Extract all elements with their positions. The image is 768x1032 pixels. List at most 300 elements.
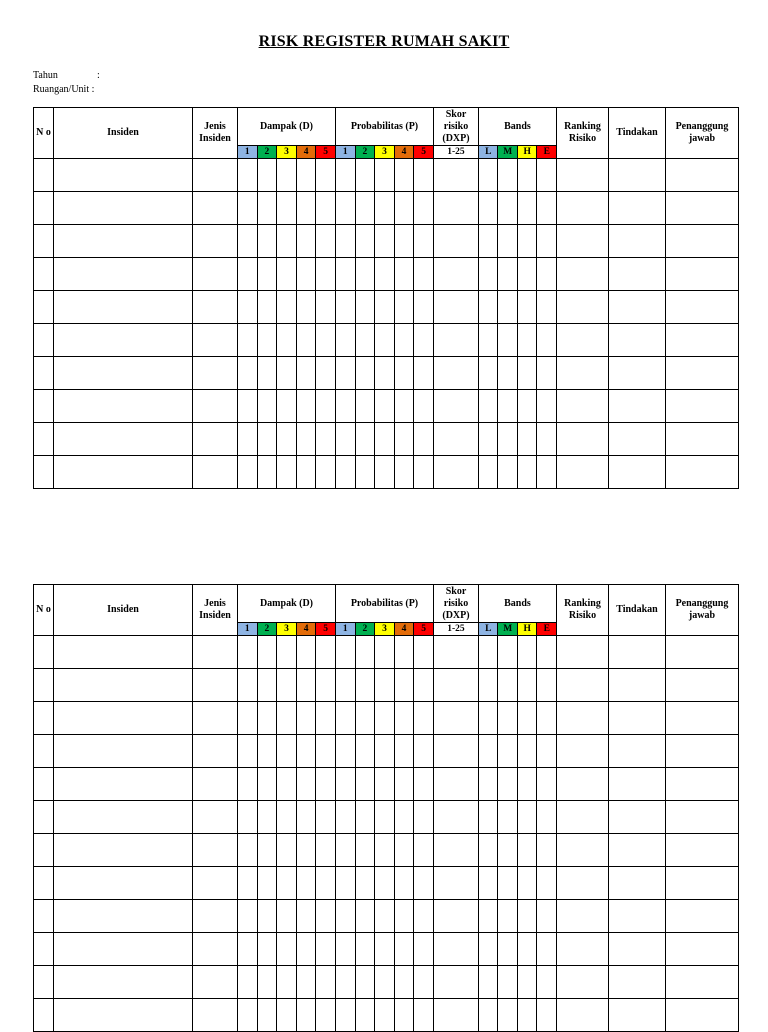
table-cell[interactable] — [355, 357, 375, 390]
table-cell[interactable] — [296, 933, 316, 966]
table-cell[interactable] — [316, 159, 336, 192]
table-cell[interactable] — [54, 900, 193, 933]
table-cell[interactable] — [556, 192, 608, 225]
table-cell[interactable] — [54, 423, 193, 456]
table-cell[interactable] — [433, 636, 478, 669]
table-cell[interactable] — [517, 636, 537, 669]
table-cell[interactable] — [54, 636, 193, 669]
table-cell[interactable] — [537, 258, 557, 291]
table-cell[interactable] — [608, 735, 665, 768]
table-cell[interactable] — [238, 702, 258, 735]
table-cell[interactable] — [277, 735, 297, 768]
table-cell[interactable] — [414, 702, 434, 735]
table-cell[interactable] — [257, 324, 277, 357]
table-cell[interactable] — [335, 735, 355, 768]
table-cell[interactable] — [498, 225, 518, 258]
table-cell[interactable] — [608, 669, 665, 702]
table-cell[interactable] — [394, 999, 414, 1032]
table-cell[interactable] — [34, 999, 54, 1032]
table-cell[interactable] — [537, 834, 557, 867]
table-cell[interactable] — [478, 456, 498, 489]
table-cell[interactable] — [355, 423, 375, 456]
table-cell[interactable] — [257, 966, 277, 999]
table-cell[interactable] — [608, 258, 665, 291]
table-cell[interactable] — [355, 258, 375, 291]
table-cell[interactable] — [193, 636, 238, 669]
table-cell[interactable] — [193, 456, 238, 489]
table-cell[interactable] — [257, 669, 277, 702]
table-cell[interactable] — [335, 324, 355, 357]
table-cell[interactable] — [478, 900, 498, 933]
table-cell[interactable] — [257, 933, 277, 966]
table-cell[interactable] — [394, 867, 414, 900]
table-cell[interactable] — [238, 291, 258, 324]
table-cell[interactable] — [355, 702, 375, 735]
table-cell[interactable] — [238, 636, 258, 669]
table-cell[interactable] — [316, 768, 336, 801]
table-cell[interactable] — [556, 702, 608, 735]
table-cell[interactable] — [335, 900, 355, 933]
table-cell[interactable] — [537, 702, 557, 735]
table-cell[interactable] — [498, 933, 518, 966]
table-cell[interactable] — [316, 324, 336, 357]
table-cell[interactable] — [355, 636, 375, 669]
table-cell[interactable] — [54, 159, 193, 192]
table-cell[interactable] — [517, 702, 537, 735]
table-cell[interactable] — [355, 456, 375, 489]
table-cell[interactable] — [335, 423, 355, 456]
table-cell[interactable] — [34, 636, 54, 669]
table-cell[interactable] — [517, 999, 537, 1032]
table-cell[interactable] — [608, 159, 665, 192]
table-cell[interactable] — [394, 966, 414, 999]
table-cell[interactable] — [54, 735, 193, 768]
table-cell[interactable] — [335, 834, 355, 867]
table-cell[interactable] — [414, 258, 434, 291]
table-cell[interactable] — [257, 456, 277, 489]
table-cell[interactable] — [517, 159, 537, 192]
table-cell[interactable] — [296, 801, 316, 834]
table-cell[interactable] — [394, 423, 414, 456]
table-cell[interactable] — [517, 768, 537, 801]
table-cell[interactable] — [238, 258, 258, 291]
table-cell[interactable] — [478, 735, 498, 768]
table-cell[interactable] — [277, 192, 297, 225]
table-cell[interactable] — [375, 801, 395, 834]
table-cell[interactable] — [517, 801, 537, 834]
table-cell[interactable] — [394, 768, 414, 801]
table-cell[interactable] — [498, 357, 518, 390]
table-cell[interactable] — [335, 291, 355, 324]
table-cell[interactable] — [193, 999, 238, 1032]
table-cell[interactable] — [277, 669, 297, 702]
table-cell[interactable] — [335, 390, 355, 423]
table-cell[interactable] — [34, 768, 54, 801]
table-cell[interactable] — [556, 390, 608, 423]
table-cell[interactable] — [54, 867, 193, 900]
table-cell[interactable] — [54, 456, 193, 489]
table-cell[interactable] — [665, 291, 738, 324]
table-cell[interactable] — [277, 702, 297, 735]
table-cell[interactable] — [296, 900, 316, 933]
table-cell[interactable] — [498, 999, 518, 1032]
table-cell[interactable] — [414, 669, 434, 702]
table-cell[interactable] — [34, 702, 54, 735]
table-cell[interactable] — [257, 357, 277, 390]
table-cell[interactable] — [355, 900, 375, 933]
table-cell[interactable] — [355, 225, 375, 258]
table-cell[interactable] — [556, 291, 608, 324]
table-cell[interactable] — [277, 357, 297, 390]
table-cell[interactable] — [414, 867, 434, 900]
table-cell[interactable] — [433, 357, 478, 390]
table-cell[interactable] — [375, 867, 395, 900]
table-cell[interactable] — [414, 357, 434, 390]
table-cell[interactable] — [257, 999, 277, 1032]
table-cell[interactable] — [375, 390, 395, 423]
table-cell[interactable] — [277, 423, 297, 456]
table-cell[interactable] — [537, 636, 557, 669]
table-cell[interactable] — [517, 258, 537, 291]
table-cell[interactable] — [193, 159, 238, 192]
table-cell[interactable] — [498, 159, 518, 192]
table-cell[interactable] — [375, 834, 395, 867]
table-cell[interactable] — [277, 291, 297, 324]
table-cell[interactable] — [556, 801, 608, 834]
table-cell[interactable] — [296, 258, 316, 291]
table-cell[interactable] — [537, 159, 557, 192]
table-cell[interactable] — [238, 834, 258, 867]
table-cell[interactable] — [54, 258, 193, 291]
table-cell[interactable] — [665, 225, 738, 258]
table-cell[interactable] — [537, 357, 557, 390]
table-cell[interactable] — [478, 192, 498, 225]
table-cell[interactable] — [414, 225, 434, 258]
table-cell[interactable] — [335, 456, 355, 489]
table-cell[interactable] — [608, 999, 665, 1032]
table-cell[interactable] — [556, 966, 608, 999]
table-cell[interactable] — [193, 258, 238, 291]
table-cell[interactable] — [257, 900, 277, 933]
table-cell[interactable] — [478, 291, 498, 324]
table-cell[interactable] — [238, 669, 258, 702]
table-cell[interactable] — [414, 390, 434, 423]
table-cell[interactable] — [537, 192, 557, 225]
table-cell[interactable] — [414, 999, 434, 1032]
table-cell[interactable] — [433, 225, 478, 258]
table-cell[interactable] — [608, 636, 665, 669]
table-cell[interactable] — [556, 456, 608, 489]
table-cell[interactable] — [665, 390, 738, 423]
table-cell[interactable] — [498, 801, 518, 834]
table-cell[interactable] — [517, 324, 537, 357]
table-cell[interactable] — [433, 192, 478, 225]
table-cell[interactable] — [193, 390, 238, 423]
table-cell[interactable] — [277, 636, 297, 669]
table-cell[interactable] — [335, 669, 355, 702]
table-cell[interactable] — [257, 636, 277, 669]
table-cell[interactable] — [537, 735, 557, 768]
table-cell[interactable] — [238, 933, 258, 966]
table-cell[interactable] — [277, 966, 297, 999]
table-cell[interactable] — [335, 702, 355, 735]
table-cell[interactable] — [296, 324, 316, 357]
table-cell[interactable] — [238, 324, 258, 357]
table-cell[interactable] — [556, 357, 608, 390]
table-cell[interactable] — [433, 801, 478, 834]
table-cell[interactable] — [608, 423, 665, 456]
table-cell[interactable] — [478, 324, 498, 357]
table-cell[interactable] — [665, 834, 738, 867]
table-cell[interactable] — [517, 456, 537, 489]
table-cell[interactable] — [34, 225, 54, 258]
table-cell[interactable] — [335, 192, 355, 225]
table-cell[interactable] — [355, 159, 375, 192]
table-cell[interactable] — [414, 933, 434, 966]
table-cell[interactable] — [478, 357, 498, 390]
table-cell[interactable] — [238, 999, 258, 1032]
table-cell[interactable] — [414, 423, 434, 456]
table-cell[interactable] — [517, 669, 537, 702]
table-cell[interactable] — [433, 324, 478, 357]
table-cell[interactable] — [316, 900, 336, 933]
table-cell[interactable] — [375, 768, 395, 801]
table-cell[interactable] — [556, 669, 608, 702]
table-cell[interactable] — [433, 768, 478, 801]
table-cell[interactable] — [414, 324, 434, 357]
table-cell[interactable] — [277, 390, 297, 423]
table-cell[interactable] — [316, 735, 336, 768]
table-cell[interactable] — [355, 834, 375, 867]
table-cell[interactable] — [375, 702, 395, 735]
table-cell[interactable] — [478, 933, 498, 966]
table-cell[interactable] — [34, 933, 54, 966]
table-cell[interactable] — [478, 390, 498, 423]
table-cell[interactable] — [414, 966, 434, 999]
table-cell[interactable] — [394, 669, 414, 702]
table-cell[interactable] — [335, 357, 355, 390]
table-cell[interactable] — [316, 456, 336, 489]
table-cell[interactable] — [193, 801, 238, 834]
table-cell[interactable] — [556, 867, 608, 900]
table-cell[interactable] — [433, 423, 478, 456]
table-cell[interactable] — [665, 159, 738, 192]
table-cell[interactable] — [433, 456, 478, 489]
table-cell[interactable] — [478, 159, 498, 192]
table-cell[interactable] — [498, 291, 518, 324]
table-cell[interactable] — [478, 966, 498, 999]
table-cell[interactable] — [335, 768, 355, 801]
table-cell[interactable] — [665, 423, 738, 456]
table-cell[interactable] — [34, 669, 54, 702]
table-cell[interactable] — [394, 702, 414, 735]
table-cell[interactable] — [375, 966, 395, 999]
table-cell[interactable] — [375, 225, 395, 258]
table-cell[interactable] — [277, 768, 297, 801]
table-cell[interactable] — [608, 324, 665, 357]
table-cell[interactable] — [665, 324, 738, 357]
table-cell[interactable] — [498, 834, 518, 867]
table-cell[interactable] — [556, 636, 608, 669]
table-cell[interactable] — [498, 324, 518, 357]
table-cell[interactable] — [608, 768, 665, 801]
table-cell[interactable] — [517, 423, 537, 456]
table-cell[interactable] — [414, 900, 434, 933]
table-cell[interactable] — [277, 867, 297, 900]
table-cell[interactable] — [665, 999, 738, 1032]
table-cell[interactable] — [238, 966, 258, 999]
table-cell[interactable] — [54, 357, 193, 390]
table-cell[interactable] — [665, 900, 738, 933]
table-cell[interactable] — [556, 735, 608, 768]
table-cell[interactable] — [296, 192, 316, 225]
table-cell[interactable] — [665, 456, 738, 489]
table-cell[interactable] — [498, 636, 518, 669]
table-cell[interactable] — [238, 768, 258, 801]
table-cell[interactable] — [335, 867, 355, 900]
table-cell[interactable] — [665, 357, 738, 390]
table-cell[interactable] — [335, 258, 355, 291]
table-cell[interactable] — [556, 423, 608, 456]
table-cell[interactable] — [316, 669, 336, 702]
table-cell[interactable] — [34, 900, 54, 933]
table-cell[interactable] — [355, 801, 375, 834]
table-cell[interactable] — [608, 834, 665, 867]
table-cell[interactable] — [665, 867, 738, 900]
table-cell[interactable] — [394, 390, 414, 423]
table-cell[interactable] — [608, 867, 665, 900]
table-cell[interactable] — [316, 390, 336, 423]
table-cell[interactable] — [375, 423, 395, 456]
table-cell[interactable] — [498, 900, 518, 933]
table-cell[interactable] — [296, 966, 316, 999]
table-cell[interactable] — [54, 966, 193, 999]
table-cell[interactable] — [54, 291, 193, 324]
table-cell[interactable] — [414, 834, 434, 867]
table-cell[interactable] — [277, 159, 297, 192]
table-cell[interactable] — [478, 999, 498, 1032]
table-cell[interactable] — [517, 900, 537, 933]
table-cell[interactable] — [355, 291, 375, 324]
table-cell[interactable] — [433, 999, 478, 1032]
table-cell[interactable] — [296, 834, 316, 867]
table-cell[interactable] — [394, 801, 414, 834]
table-cell[interactable] — [433, 966, 478, 999]
table-cell[interactable] — [193, 225, 238, 258]
table-cell[interactable] — [517, 834, 537, 867]
table-cell[interactable] — [257, 225, 277, 258]
table-cell[interactable] — [277, 801, 297, 834]
table-cell[interactable] — [296, 225, 316, 258]
table-cell[interactable] — [238, 390, 258, 423]
table-cell[interactable] — [498, 966, 518, 999]
table-cell[interactable] — [54, 390, 193, 423]
table-cell[interactable] — [375, 192, 395, 225]
table-cell[interactable] — [296, 768, 316, 801]
table-cell[interactable] — [316, 357, 336, 390]
table-cell[interactable] — [238, 900, 258, 933]
table-cell[interactable] — [238, 159, 258, 192]
table-cell[interactable] — [478, 801, 498, 834]
table-cell[interactable] — [498, 192, 518, 225]
table-cell[interactable] — [54, 768, 193, 801]
table-cell[interactable] — [193, 669, 238, 702]
table-cell[interactable] — [34, 801, 54, 834]
table-cell[interactable] — [238, 423, 258, 456]
table-cell[interactable] — [537, 900, 557, 933]
table-cell[interactable] — [394, 258, 414, 291]
table-cell[interactable] — [394, 834, 414, 867]
table-cell[interactable] — [355, 390, 375, 423]
table-cell[interactable] — [355, 735, 375, 768]
table-cell[interactable] — [257, 291, 277, 324]
table-cell[interactable] — [608, 702, 665, 735]
table-cell[interactable] — [193, 735, 238, 768]
table-cell[interactable] — [517, 225, 537, 258]
table-cell[interactable] — [517, 192, 537, 225]
table-cell[interactable] — [316, 933, 336, 966]
table-cell[interactable] — [665, 258, 738, 291]
table-cell[interactable] — [335, 159, 355, 192]
table-cell[interactable] — [556, 933, 608, 966]
table-cell[interactable] — [277, 999, 297, 1032]
table-cell[interactable] — [316, 867, 336, 900]
table-cell[interactable] — [34, 735, 54, 768]
table-cell[interactable] — [498, 390, 518, 423]
table-cell[interactable] — [54, 324, 193, 357]
table-cell[interactable] — [498, 423, 518, 456]
table-cell[interactable] — [517, 357, 537, 390]
table-cell[interactable] — [34, 192, 54, 225]
table-cell[interactable] — [433, 702, 478, 735]
table-cell[interactable] — [54, 669, 193, 702]
table-cell[interactable] — [665, 735, 738, 768]
table-cell[interactable] — [665, 636, 738, 669]
table-cell[interactable] — [414, 735, 434, 768]
table-cell[interactable] — [34, 834, 54, 867]
table-cell[interactable] — [478, 702, 498, 735]
table-cell[interactable] — [193, 900, 238, 933]
table-cell[interactable] — [277, 324, 297, 357]
table-cell[interactable] — [433, 900, 478, 933]
table-cell[interactable] — [193, 768, 238, 801]
table-cell[interactable] — [517, 291, 537, 324]
table-cell[interactable] — [355, 768, 375, 801]
table-cell[interactable] — [556, 258, 608, 291]
table-cell[interactable] — [433, 291, 478, 324]
table-cell[interactable] — [335, 999, 355, 1032]
table-cell[interactable] — [556, 999, 608, 1032]
table-cell[interactable] — [414, 192, 434, 225]
table-cell[interactable] — [665, 768, 738, 801]
table-cell[interactable] — [257, 159, 277, 192]
table-cell[interactable] — [238, 225, 258, 258]
table-cell[interactable] — [257, 768, 277, 801]
table-cell[interactable] — [394, 159, 414, 192]
table-cell[interactable] — [193, 867, 238, 900]
table-cell[interactable] — [433, 834, 478, 867]
table-cell[interactable] — [335, 933, 355, 966]
table-cell[interactable] — [335, 801, 355, 834]
table-cell[interactable] — [193, 192, 238, 225]
table-cell[interactable] — [414, 801, 434, 834]
table-cell[interactable] — [277, 258, 297, 291]
table-cell[interactable] — [193, 702, 238, 735]
table-cell[interactable] — [498, 735, 518, 768]
table-cell[interactable] — [608, 966, 665, 999]
table-cell[interactable] — [316, 423, 336, 456]
table-cell[interactable] — [296, 636, 316, 669]
